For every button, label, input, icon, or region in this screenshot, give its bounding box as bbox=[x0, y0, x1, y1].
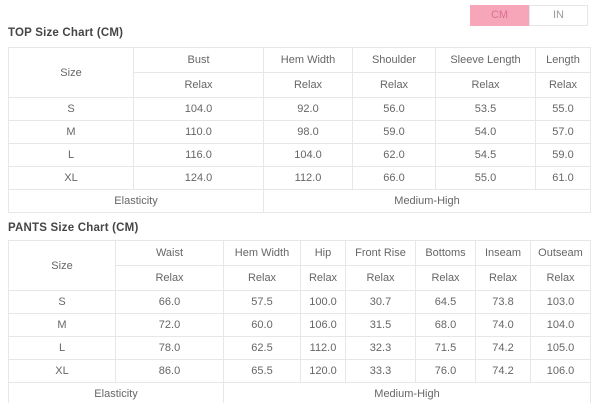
fit-type-cell: Relax bbox=[224, 266, 301, 291]
fit-type-cell: Relax bbox=[416, 266, 476, 291]
fit-type-cell: Relax bbox=[134, 73, 264, 98]
fit-type-cell: Relax bbox=[264, 73, 353, 98]
measurement-cell: 106.0 bbox=[531, 360, 591, 383]
measurement-cell: 73.8 bbox=[476, 291, 531, 314]
top-chart-title: TOP Size Chart (CM) bbox=[8, 27, 124, 39]
size-label-cell: M bbox=[9, 314, 116, 337]
size-row-l bbox=[9, 337, 591, 360]
size-label-cell: XL bbox=[9, 360, 116, 383]
size-label-cell: L bbox=[9, 337, 116, 360]
size-row-xl bbox=[9, 360, 591, 383]
size-row-xl bbox=[9, 167, 591, 190]
measure-header-row bbox=[9, 48, 591, 73]
elasticity-value-cell: Medium-High bbox=[264, 190, 591, 213]
measurement-cell: 57.0 bbox=[536, 121, 591, 144]
measurement-cell: 32.3 bbox=[346, 337, 416, 360]
measurement-cell: 72.0 bbox=[116, 314, 224, 337]
size-row-s bbox=[9, 291, 591, 314]
unit-in-button[interactable]: IN bbox=[529, 5, 588, 26]
pants-chart-title: PANTS Size Chart (CM) bbox=[8, 222, 139, 234]
measure-column-header: Shoulder bbox=[353, 48, 436, 73]
measurement-cell: 86.0 bbox=[116, 360, 224, 383]
measurement-cell: 55.0 bbox=[536, 98, 591, 121]
measurement-cell: 105.0 bbox=[531, 337, 591, 360]
measurement-cell: 120.0 bbox=[301, 360, 346, 383]
measure-column-header: Waist bbox=[116, 241, 224, 266]
measurement-cell: 98.0 bbox=[264, 121, 353, 144]
size-row-s bbox=[9, 98, 591, 121]
measurement-cell: 62.0 bbox=[353, 144, 436, 167]
measurement-cell: 54.5 bbox=[436, 144, 536, 167]
measure-column-header: Inseam bbox=[476, 241, 531, 266]
measurement-cell: 74.2 bbox=[476, 337, 531, 360]
measurement-cell: 54.0 bbox=[436, 121, 536, 144]
measurement-cell: 104.0 bbox=[264, 144, 353, 167]
measurement-cell: 64.5 bbox=[416, 291, 476, 314]
fit-type-cell: Relax bbox=[346, 266, 416, 291]
size-column-header: Size bbox=[9, 241, 116, 291]
measurement-cell: 62.5 bbox=[224, 337, 301, 360]
measurement-cell: 78.0 bbox=[116, 337, 224, 360]
measurement-cell: 33.3 bbox=[346, 360, 416, 383]
elasticity-value-cell: Medium-High bbox=[224, 383, 591, 403]
measurement-cell: 59.0 bbox=[536, 144, 591, 167]
measurement-cell: 103.0 bbox=[531, 291, 591, 314]
measure-column-header: Length bbox=[536, 48, 591, 73]
measure-column-header: Bottoms bbox=[416, 241, 476, 266]
size-label-cell: XL bbox=[9, 167, 134, 190]
measurement-cell: 74.0 bbox=[476, 314, 531, 337]
top-size-table bbox=[8, 47, 591, 213]
measurement-cell: 66.0 bbox=[353, 167, 436, 190]
measurement-cell: 124.0 bbox=[134, 167, 264, 190]
measurement-cell: 116.0 bbox=[134, 144, 264, 167]
unit-toggle bbox=[470, 5, 588, 26]
elasticity-label-cell: Elasticity bbox=[9, 383, 224, 403]
measure-column-header: Bust bbox=[134, 48, 264, 73]
measurement-cell: 68.0 bbox=[416, 314, 476, 337]
unit-cm-button[interactable]: CM bbox=[470, 5, 529, 26]
fit-type-cell: Relax bbox=[301, 266, 346, 291]
measurement-cell: 60.0 bbox=[224, 314, 301, 337]
measurement-cell: 74.2 bbox=[476, 360, 531, 383]
measurement-cell: 30.7 bbox=[346, 291, 416, 314]
fit-type-cell: Relax bbox=[536, 73, 591, 98]
measurement-cell: 112.0 bbox=[264, 167, 353, 190]
elasticity-label-cell: Elasticity bbox=[9, 190, 264, 213]
measurement-cell: 76.0 bbox=[416, 360, 476, 383]
measurement-cell: 100.0 bbox=[301, 291, 346, 314]
fit-type-cell: Relax bbox=[531, 266, 591, 291]
size-row-m bbox=[9, 314, 591, 337]
measure-column-header: Hem Width bbox=[264, 48, 353, 73]
size-row-m bbox=[9, 121, 591, 144]
size-label-cell: L bbox=[9, 144, 134, 167]
measurement-cell: 104.0 bbox=[134, 98, 264, 121]
fit-type-cell: Relax bbox=[476, 266, 531, 291]
measurement-cell: 65.5 bbox=[224, 360, 301, 383]
measurement-cell: 92.0 bbox=[264, 98, 353, 121]
measure-column-header: Sleeve Length bbox=[436, 48, 536, 73]
measure-header-row bbox=[9, 241, 591, 266]
measurement-cell: 59.0 bbox=[353, 121, 436, 144]
measurement-cell: 57.5 bbox=[224, 291, 301, 314]
measure-column-header: Front Rise bbox=[346, 241, 416, 266]
measure-column-header: Hem Width bbox=[224, 241, 301, 266]
measure-column-header: Hip bbox=[301, 241, 346, 266]
size-label-cell: S bbox=[9, 291, 116, 314]
measurement-cell: 71.5 bbox=[416, 337, 476, 360]
fit-type-cell: Relax bbox=[116, 266, 224, 291]
size-label-cell: M bbox=[9, 121, 134, 144]
measurement-cell: 55.0 bbox=[436, 167, 536, 190]
measurement-cell: 56.0 bbox=[353, 98, 436, 121]
measurement-cell: 53.5 bbox=[436, 98, 536, 121]
size-row-l bbox=[9, 144, 591, 167]
measurement-cell: 66.0 bbox=[116, 291, 224, 314]
measurement-cell: 31.5 bbox=[346, 314, 416, 337]
measure-column-header: Outseam bbox=[531, 241, 591, 266]
fit-type-cell: Relax bbox=[436, 73, 536, 98]
measurement-cell: 61.0 bbox=[536, 167, 591, 190]
elasticity-row bbox=[9, 383, 591, 403]
size-label-cell: S bbox=[9, 98, 134, 121]
pants-size-table bbox=[8, 240, 591, 403]
measurement-cell: 104.0 bbox=[531, 314, 591, 337]
size-column-header: Size bbox=[9, 48, 134, 98]
measurement-cell: 112.0 bbox=[301, 337, 346, 360]
measurement-cell: 106.0 bbox=[301, 314, 346, 337]
measurement-cell: 110.0 bbox=[134, 121, 264, 144]
fit-type-cell: Relax bbox=[353, 73, 436, 98]
elasticity-row bbox=[9, 190, 591, 213]
